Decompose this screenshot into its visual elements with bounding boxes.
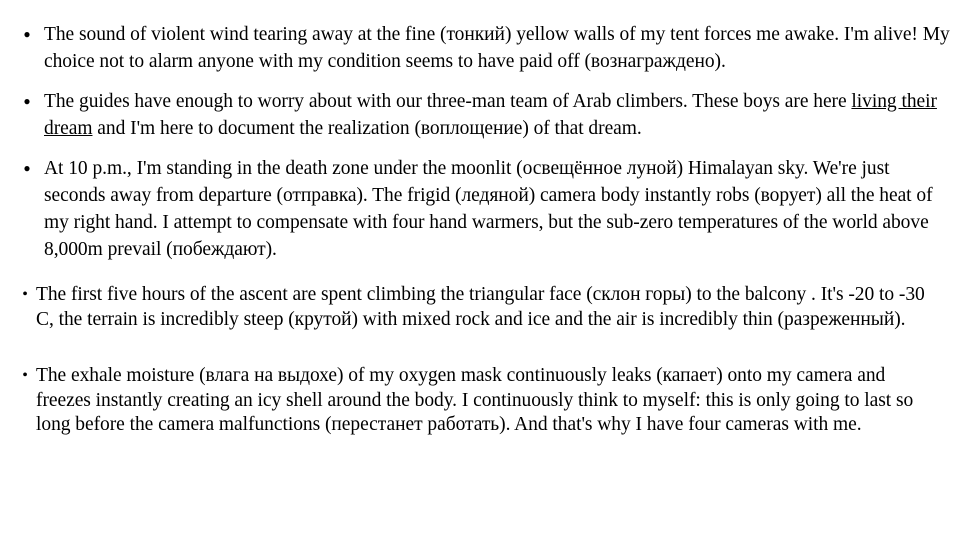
bullet-icon: • [22,367,28,384]
list-item [10,21,952,75]
paragraph-text: The exhale moisture (влага на выдохе) of my oxygen mask continuously leaks (капает) onto my camera and freezes instantly creating an icy shell around the body. I continuously think to myself: this is only going to last so long before the camera malfunctions (перестанет работать). And that's why I have four cameras with me. [36,365,914,435]
bullet-icon: • [22,286,28,303]
bullet-dot-icon: ● [23,94,31,108]
underlined-phrase: living their dream [44,91,937,139]
list-item [10,88,952,142]
paragraph-text [44,88,952,142]
bullet-dot-icon: ● [23,27,31,41]
list-item [10,155,952,263]
paragraph-text: At 10 p.m., I'm standing in the death zone under the moonlit (освещённое луной) Himalayan sky. We're just seconds away from departure (отправка). The frigid (ледяной) camera body instantly robs (ворует) all the heat of my right hand. I attempt to compensate with four hand warmers, but the sub-zero temperatures of the world above 8,000m prevail (побеждают). [44,158,933,260]
paragraph-text-part: and I'm here to document the realization (воплощение) of that dream. [92,118,642,139]
paragraph-text: The sound of violent wind tearing away at the fine (тонкий) yellow walls of my tent forces me awake. I'm alive! My choice not to alarm anyone with my condition seems to have paid off (вознаграждено). [44,24,950,72]
bullet-dot-icon: ● [23,161,31,175]
list-item [14,283,944,332]
paragraph-text-part: The guides have enough to worry about with our three-man team of Arab climbers. These boys are here [44,91,852,112]
list-item [14,364,944,438]
paragraph-text: The first five hours of the ascent are spent climbing the triangular face (склон горы) to the balcony . It's -20 to -30 C, the terrain is incredibly steep (крутой) with mixed rock and ice and the air is incredibly thin (разреженный). [36,284,925,330]
